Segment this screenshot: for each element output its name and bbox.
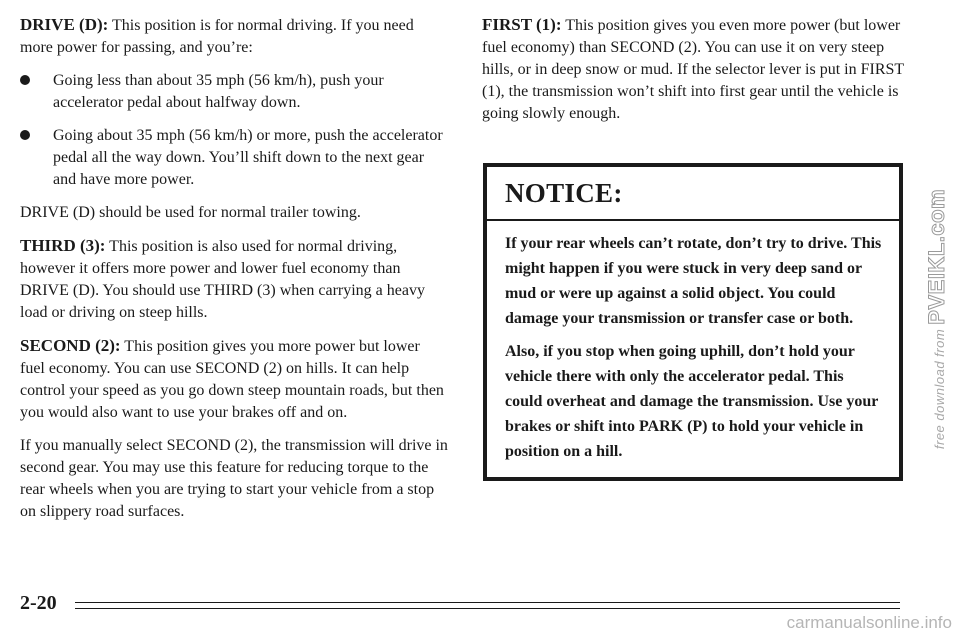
list-item xyxy=(20,70,448,114)
right-column xyxy=(482,14,910,136)
side-watermark-prefix: free download from xyxy=(932,328,948,449)
drive-lead: DRIVE (D): xyxy=(20,15,109,34)
footer-rule-secondary xyxy=(75,608,900,609)
notice-paragraph-2: Also, if you stop when going uphill, don’t hold your vehicle there with only the accelerator pedal. This could overheat and damage the transmission. Use your brakes or shift into PARK (P) to hold your vehicle in position on a hill. xyxy=(505,343,879,460)
drive-paragraph xyxy=(20,14,448,59)
side-watermark-text xyxy=(925,188,951,448)
bullet-text: Going less than about 35 mph (56 km/h), push your accelerator pedal about halfway down. xyxy=(53,72,384,111)
left-column xyxy=(20,14,448,534)
drive-towing-paragraph: DRIVE (D) should be used for normal trailer towing. xyxy=(20,204,361,221)
side-watermark-brand: PVEIKL.com xyxy=(924,188,950,325)
second-text: This position gives you more power but lower fuel economy. You can use SECOND (2) on hills. It can help control your speed as you go down steep mountain roads, but then you would also want to use your brakes off and on. xyxy=(20,338,444,421)
bottom-watermark: carmanualsonline.info xyxy=(786,613,952,632)
notice-paragraph-1: If your rear wheels can’t rotate, don’t try to drive. This might happen if you were stuck in very deep sand or mud or were up against a solid object. You could damage your transmission or transfer case or both. xyxy=(505,235,882,327)
notice-header xyxy=(487,167,899,221)
first-lead: FIRST (1): xyxy=(482,15,562,34)
bullet-text: Going about 35 mph (56 km/h) or more, push the accelerator pedal all the way down. You’ll shift down to the next gear and have more power. xyxy=(53,127,443,188)
third-paragraph xyxy=(20,235,448,324)
first-text: This position gives you even more power (but lower fuel economy) than SECOND (2). You can use it on very steep hills, or in deep snow or mud. If the selector lever is put in FIRST (1), the transmission won’t shift into first gear until the vehicle is going slowly enough. xyxy=(482,17,904,122)
second-lead: SECOND (2): xyxy=(20,336,121,355)
third-text: This position is also used for normal driving, however it offers more power and lower fuel economy than DRIVE (D). You should use THIRD (3) when carrying a heavy load or driving on steep hills. xyxy=(20,238,425,321)
second-paragraph xyxy=(20,335,448,424)
footer-rule xyxy=(75,602,900,603)
manual-second-paragraph: If you manually select SECOND (2), the transmission will drive in second gear. You may use this feature for reducing torque to the rear wheels when you are trying to start your vehicle from a stop on slippery road surfaces. xyxy=(20,437,448,520)
third-lead: THIRD (3): xyxy=(20,236,106,255)
notice-box xyxy=(483,163,903,481)
side-watermark xyxy=(915,0,960,637)
notice-title: NOTICE: xyxy=(505,177,623,208)
list-item xyxy=(20,125,448,191)
notice-body xyxy=(487,221,899,464)
drive-text: This position is for normal driving. If you need more power for passing, and you’re: xyxy=(20,17,414,56)
page-number: 2-20 xyxy=(20,592,57,614)
drive-bullet-list xyxy=(20,70,448,191)
first-paragraph xyxy=(482,14,910,125)
bullet-dot-icon xyxy=(20,75,30,85)
bullet-dot-icon xyxy=(20,130,30,140)
